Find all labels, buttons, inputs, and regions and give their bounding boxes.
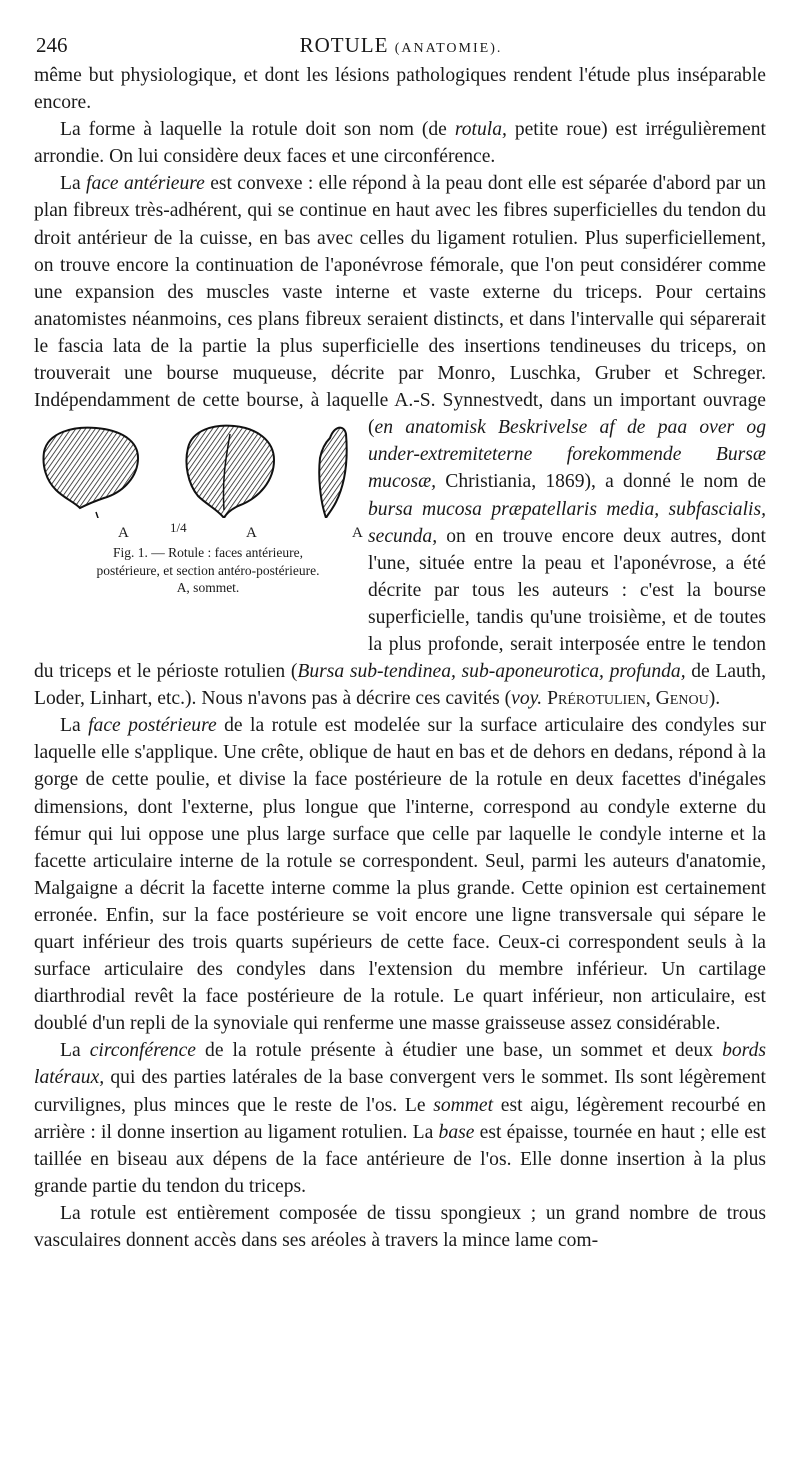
text-run: de la rotule présente à étudier une base, un sommet et deux: [195, 1040, 723, 1062]
anterior-face-drawing: [44, 428, 139, 518]
patella-illustration: [34, 418, 356, 518]
paragraph-circonference: [34, 1037, 766, 1200]
text-body: [34, 62, 766, 1254]
text-run: est aigu, légèrement recourbé en arrière : il donne insertion au ligament rotulien. La: [34, 1094, 766, 1143]
label-scale: 1/4: [170, 520, 187, 536]
label-a-3: A: [352, 525, 363, 542]
paragraph-continuation: même but physiologique, et dont les lésions pathologiques rendent l'étude plus inséparable encore.: [34, 65, 766, 114]
paragraph-face-posterieure: [34, 712, 766, 1037]
italic-run: face antérieure: [86, 173, 205, 195]
page-header: [36, 32, 766, 58]
label-a-2: A: [246, 525, 257, 542]
italic-run: face postérieure: [88, 715, 217, 737]
italic-run: circonférence: [89, 1040, 196, 1062]
italic-run: rotula,: [454, 119, 507, 141]
text-run: qui des parties latérales de la base convergent vers le sommet. Ils sont légèrement curvilignes, plus minces que le reste de l'os. Le: [34, 1067, 766, 1116]
caption-line-3: A, sommet.: [176, 580, 240, 596]
italic-run: base: [438, 1121, 475, 1143]
text-run: ).: [708, 688, 721, 710]
text-run: La forme à laquelle la rotule doit son nom (de: [60, 119, 455, 141]
caption-line-1: Fig. 1. — Rotule : faces antérieure,: [112, 545, 304, 561]
figure-caption: [34, 544, 356, 597]
text-run: petite roue) est irrégulièrement arrondie. On lui considère deux faces et une circonférence.: [34, 119, 766, 168]
label-a-1: A: [118, 525, 129, 542]
text-run: La: [60, 173, 86, 195]
italic-run: bords latéraux,: [34, 1040, 766, 1089]
italic-run: sommet: [433, 1094, 494, 1116]
posterior-face-drawing: [186, 426, 274, 518]
text-run: de Lauth, Loder, Linhart, etc.). Nous n'avons pas à décrire ces cavités (: [34, 661, 766, 710]
text-run: Christiania, 1869), a donné le nom de: [436, 471, 766, 493]
italic-run: Bursa sub-tendinea, sub-aponeurotica, profunda,: [297, 661, 686, 683]
text-run: La: [60, 1040, 90, 1062]
paragraph-tissu: La rotule est entièrement composée de tissu spongieux ; un grand nombre de trous vasculaires donnent accès dans ses aréoles à travers la mince lame com-: [34, 1202, 766, 1252]
figure-labels: [34, 514, 363, 544]
page-number: 246: [36, 33, 68, 57]
running-title-sub: (ANATOMIE).: [394, 41, 503, 56]
paragraph-forme: [34, 116, 766, 170]
text-run: est épaisse, tournée en haut ; elle est taillée en biseau aux dépens de la face antérieure de l'os. Elle donne insertion à la plus grande partie du tendon du triceps.: [34, 1121, 767, 1197]
caption-line-2: postérieure, et section antéro-postérieure.: [96, 562, 320, 578]
text-run: La: [60, 715, 89, 737]
running-title-main: ROTULE: [299, 33, 389, 57]
section-drawing: [319, 428, 346, 518]
figure-rotule: [34, 414, 363, 636]
cross-reference: Prérotulien, Genou: [542, 688, 709, 710]
text-run: de la rotule est modelée sur la surface articulaire des condyles sur laquelle elle s'applique. Une crête, oblique de haut en bas et de dehors en dedans, répond à la gorge de cette poulie, et divise la face postérieure de la rotule en deux facettes d'inégales dimensions, dont l'externe, plus longue que l'interne, correspond au condyle externe du fémur qui lui oppose une plus large surface que celle par laquelle le condyle interne et la facette articulaire interne de la rotule se correspondent. Seul, parmi les auteurs d'anatomie, Malgaigne a décrit la facette interne comme la plus grande. Cette opinion est certainement erronée. Enfin, sur la face postérieure se voit encore une ligne transversale qui sépare le quart inférieur des trois quarts supérieurs de cette face. Ceux-ci correspondent seuls à la surface articulaire des condyles dans l'extension du membre inférieur. Un cartilage diarthrodial revêt la face postérieure de la rotule. Le quart inférieur, non articulaire, est doublé d'un repli de la synoviale qui renferme une masse graisseuse assez considérable.: [34, 715, 766, 1035]
italic-run: voy.: [511, 688, 543, 710]
text-run: on en trouve encore deux autres, dont l'une, située entre la peau et l'aponévrose, a été décrite par tous les auteurs : c'est la bourse superficielle, tandis qu'une troisième, et de toutes la plus profonde, serait interposée entre le tendon du triceps et le périoste rotulien (: [34, 525, 766, 683]
running-title: [36, 32, 766, 62]
italic-run: en anatomisk Beskrivelse af de paa over og under-extremiteterne forekommende Bursæ mucosæ,: [368, 417, 766, 493]
italic-run: bursa mucosa præpatellaris media, subfascialis, secunda,: [368, 498, 766, 547]
paragraph-face-anterieure: [34, 170, 766, 712]
text-run: est convexe : elle répond à la peau dont elle est séparée d'abord par un plan fibreux très-adhérent, qui se continue en haut avec les fibres superficielles du tendon du droit antérieur de la cuisse, en bas avec celles du ligament rotulien. Plus superficiellement, on trouve encore la continuation de l'aponévrose fémorale, que l'on peut considérer comme une expansion des muscles vaste interne et vaste externe du triceps. Pour certains anatomistes néanmoins, ces plans fibreux seraient distincts, et dans l'intervalle qui séparerait le fascia lata de la partie la plus superficielle des insertions tendineuses du triceps, on trouverait une bourse muqueuse, décrite par Monro, Luschka, Gruber et Schreger. Indépendamment de cette bourse, à laquelle A.-S. Synnestvedt, dans un important ouvrage (: [34, 173, 766, 439]
